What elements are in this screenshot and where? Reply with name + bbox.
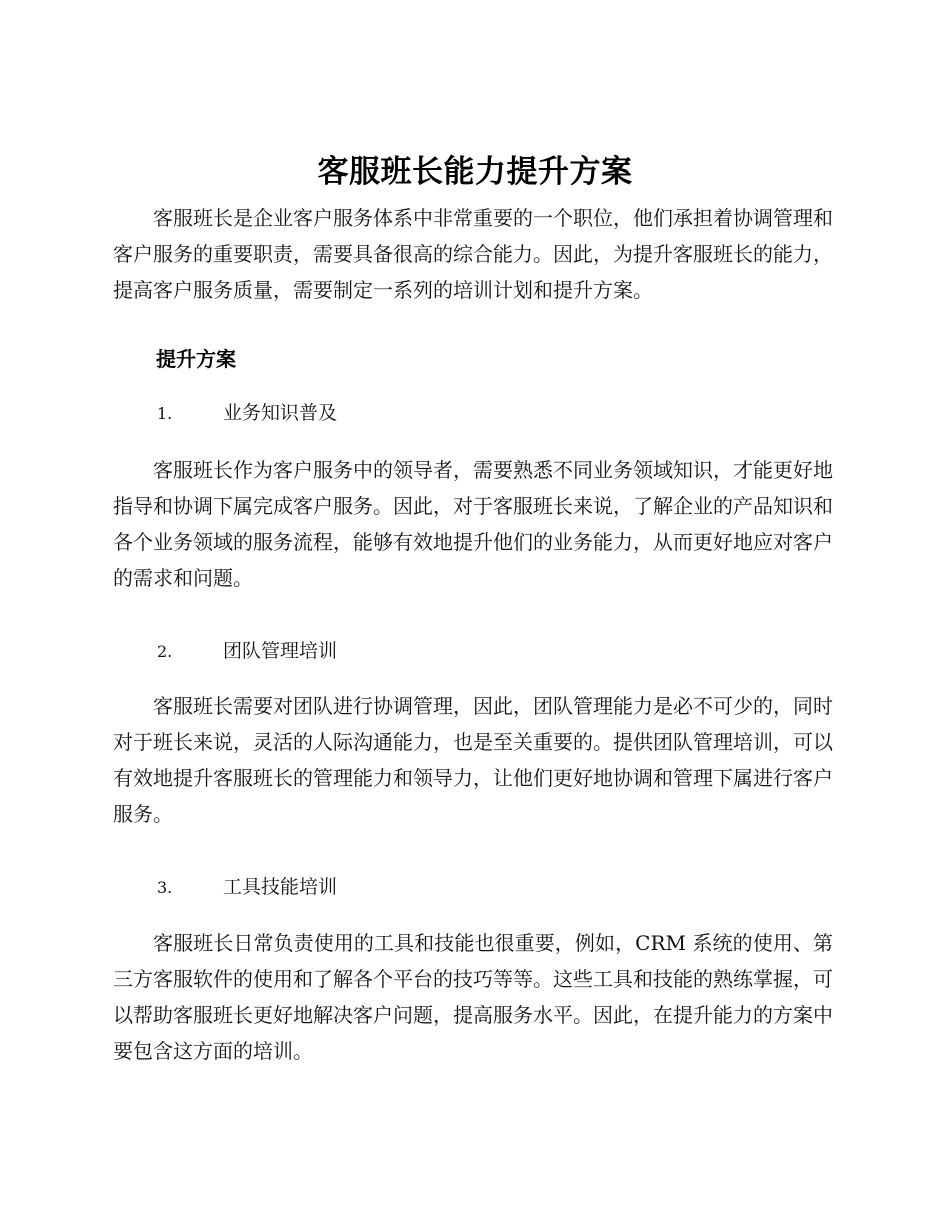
document-title: 客服班长能力提升方案 [317, 154, 633, 190]
list-item-1 [157, 398, 337, 429]
list-item-label: 团队管理培训 [223, 640, 338, 662]
section-heading: 提升方案 [156, 347, 236, 371]
item-3-paragraph: 客服班长日常负责使用的工具和技能也很重要，例如，CRM 系统的使用、第三方客服软件的使用和了解各个平台的技巧等等。这些工具和技能的熟练掌握，可以帮助客服班长更好地解决客户问题，提高服务水平。因此，在提升能力的方案中要包含这方面的培训。 [113, 931, 833, 1063]
list-item-number: 1. [157, 404, 173, 423]
list-item-label: 业务知识普及 [223, 402, 338, 424]
list-item-number: 2. [157, 642, 173, 661]
list-item-number: 3. [157, 878, 173, 897]
list-item-2 [157, 636, 337, 667]
list-item-label: 工具技能培训 [223, 876, 338, 898]
intro-paragraph: 客服班长是企业客户服务体系中非常重要的一个职位，他们承担着协调管理和客户服务的重要职责，需要具备很高的综合能力。因此，为提升客服班长的能力，提高客户服务质量，需要制定一系列的培训计划和提升方案。 [113, 206, 833, 302]
list-item-3 [157, 872, 337, 903]
item-2-paragraph: 客服班长需要对团队进行协调管理，因此，团队管理能力是必不可少的，同时对于班长来说，灵活的人际沟通能力，也是至关重要的。提供团队管理培训，可以有效地提升客服班长的管理能力和领导力，让他们更好地协调和管理下属进行客户服务。 [113, 694, 833, 826]
item-1-paragraph: 客服班长作为客户服务中的领导者，需要熟悉不同业务领域知识，才能更好地指导和协调下属完成客户服务。因此，对于客服班长来说，了解企业的产品知识和各个业务领域的服务流程，能够有效地提升他们的业务能力，从而更好地应对客户的需求和问题。 [113, 458, 833, 590]
